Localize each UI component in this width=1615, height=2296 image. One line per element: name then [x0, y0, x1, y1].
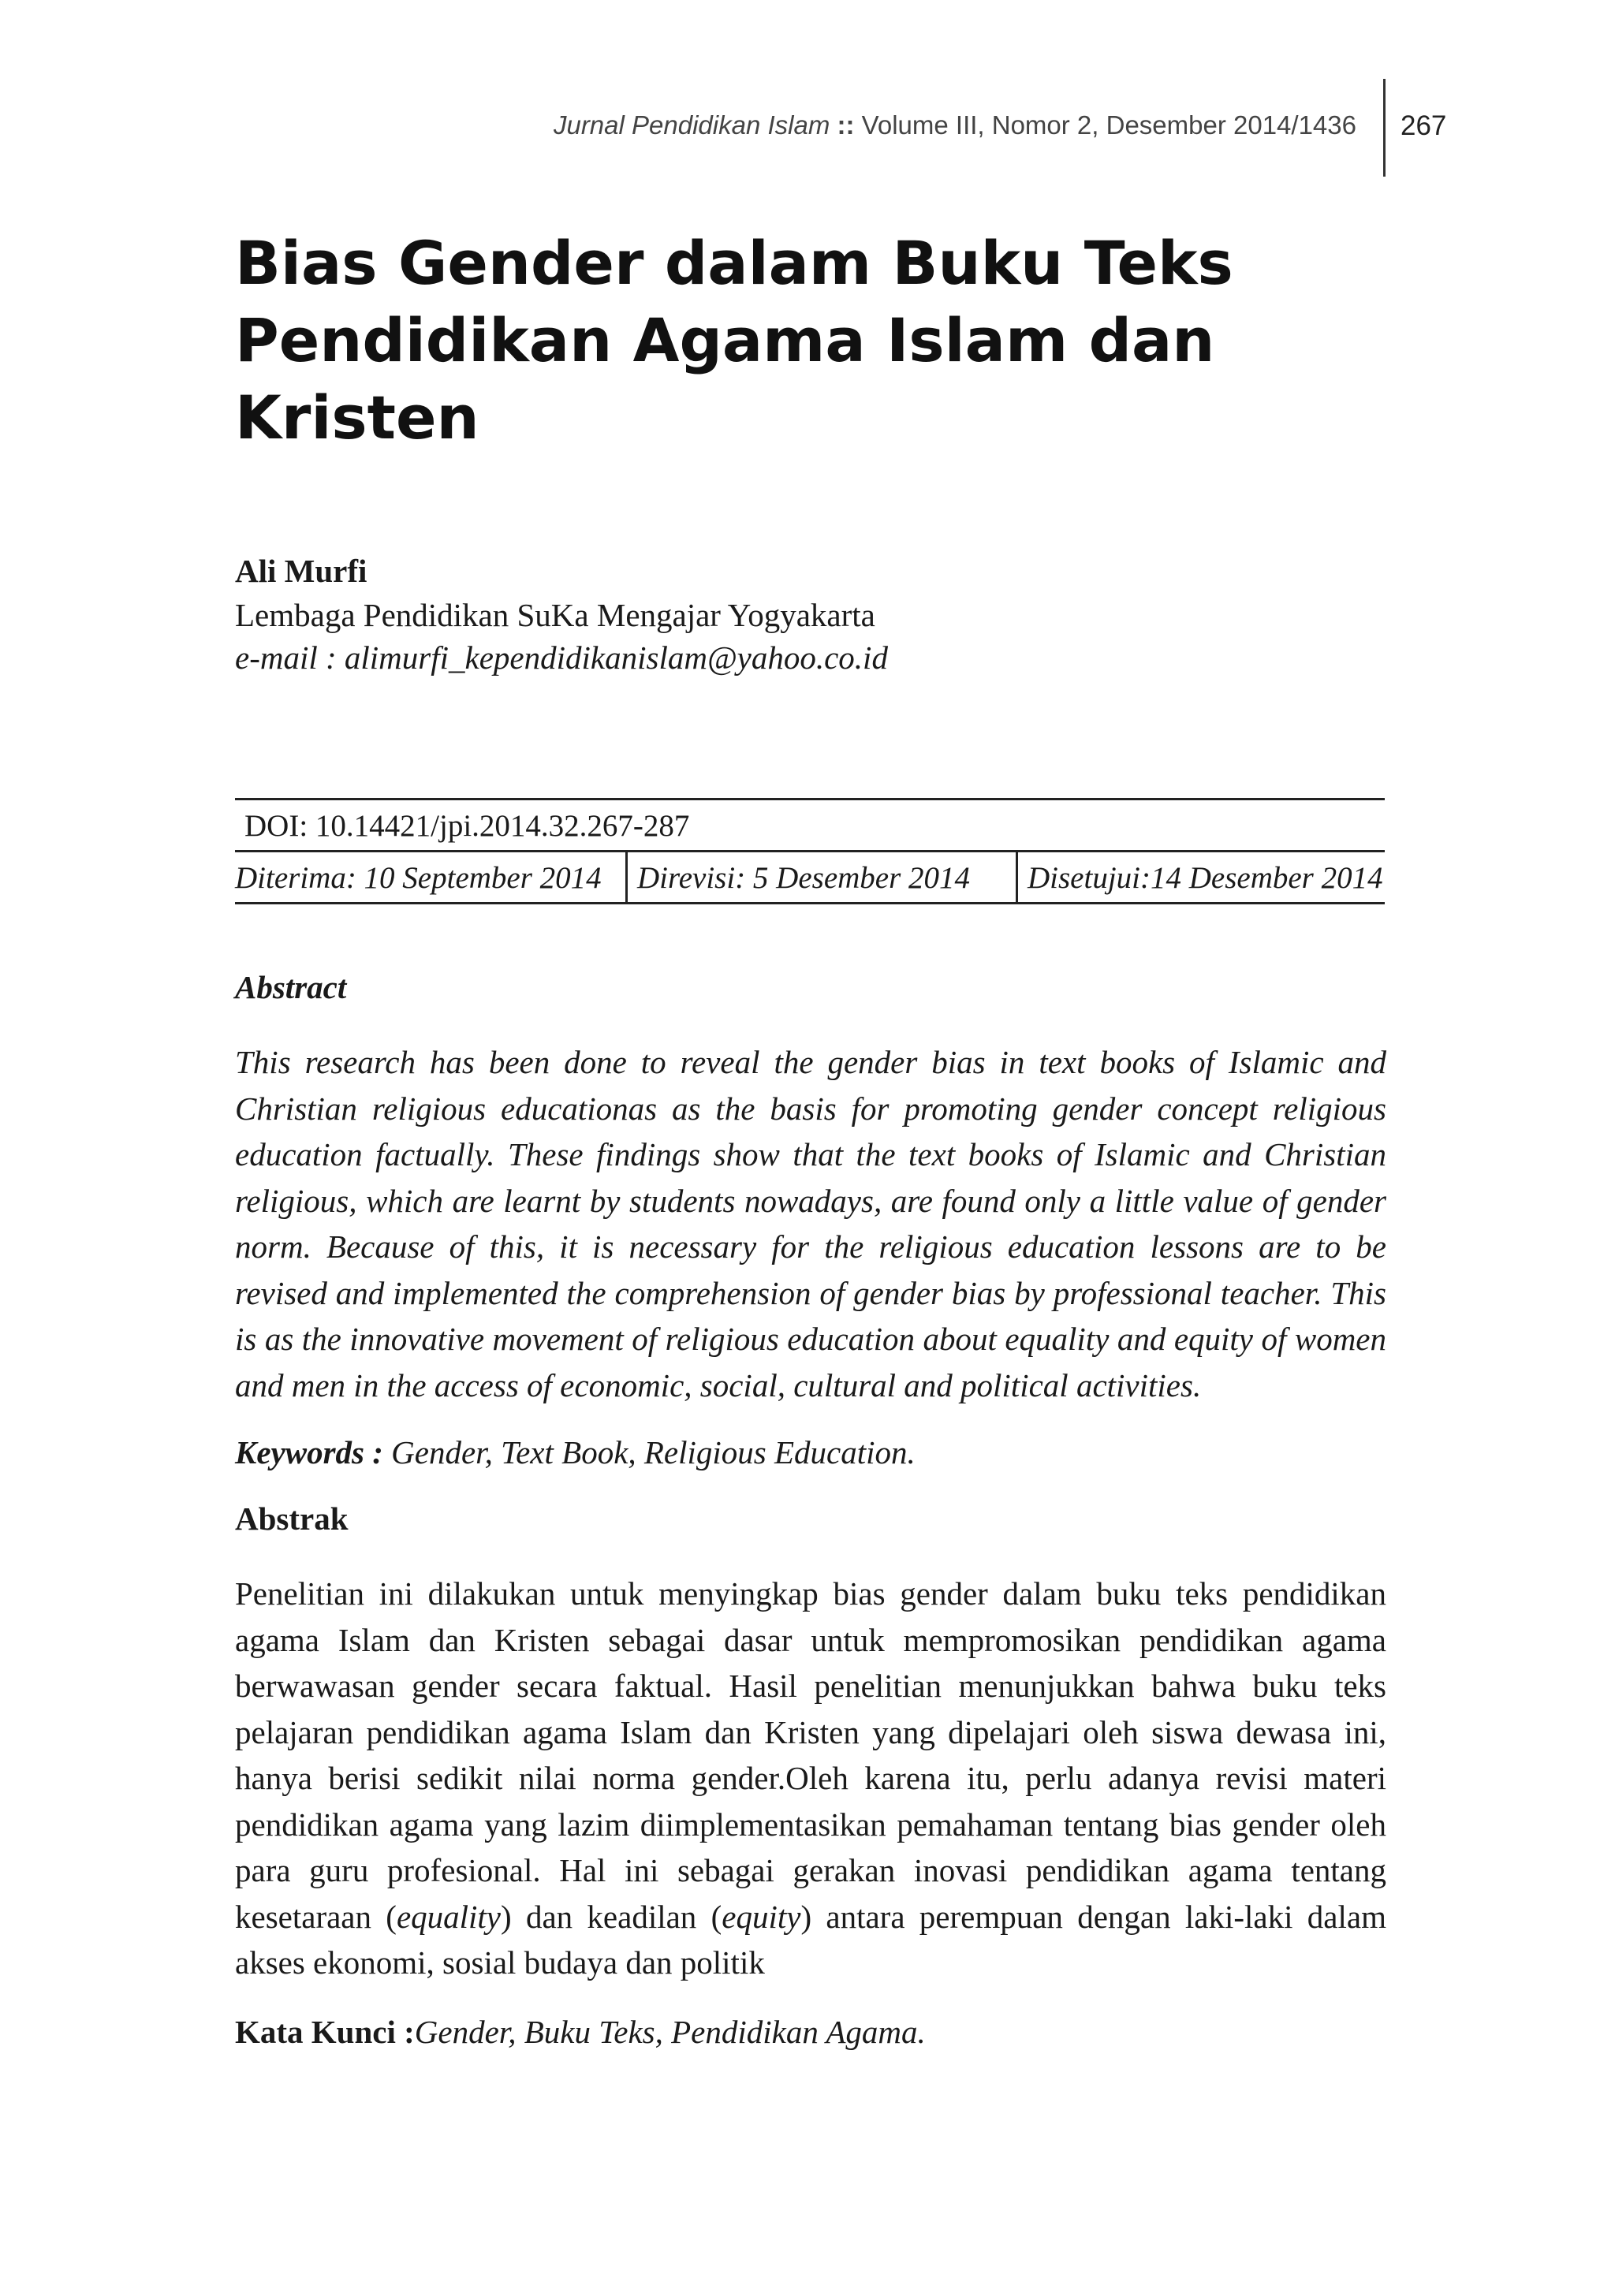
volume-info: Volume III, Nomor 2, Desember 2014/1436: [861, 110, 1356, 140]
title-line-1: Bias Gender dalam Buku Teks: [235, 228, 1233, 298]
article-body: [235, 968, 1386, 2051]
page-number: 267: [1401, 110, 1447, 141]
revised-date: Direvisi: 5 Desember 2014: [628, 852, 1018, 902]
abstract-text: This research has been done to reveal the gender bias in text books of Islamic and Christian religious educationas as the basis for promoting gender concept religious education factually. These findings show that the text books of Islamic and Christian religious, which are learnt by students nowadays, are found only a little value of gender norm. Because of this, it is necessary for the religious education lessons are to be revised and implemented the comprehension of gender bias by professional teacher. This is as the innovative movement of religious education about equality and equity of women and men in the access of economic, social, cultural and political activities.: [235, 1044, 1386, 1403]
abstract-heading: Abstract: [235, 969, 347, 1005]
article-meta-table: [235, 798, 1385, 904]
kata-kunci: [235, 2013, 1386, 2051]
title-line-2: Pendidikan Agama Islam dan Kristen: [235, 305, 1215, 453]
running-header: [554, 110, 1356, 140]
kata-kunci-label: Kata Kunci :: [235, 2013, 415, 2050]
author-name: Ali Murfi: [235, 553, 367, 589]
abstrak-term-equity: equity: [722, 1898, 801, 1935]
abstrak-text-part-3: ) antara perempuan dengan laki-laki dalam akses ekonomi, sosial budaya dan politik: [235, 1898, 1386, 1981]
abstrak-text-part-2: ) dan keadilan (: [501, 1898, 722, 1935]
header-divider: [1383, 79, 1386, 177]
doi: DOI: 10.14421/jpi.2014.32.267-287: [235, 800, 1385, 852]
article-title: [235, 225, 1386, 457]
header-separator: ::: [837, 110, 855, 140]
abstrak-term-equality: equality: [396, 1898, 502, 1935]
author-affiliation: Lembaga Pendidikan SuKa Mengajar Yogyakarta: [235, 597, 875, 633]
journal-name: Jurnal Pendidikan Islam: [553, 110, 830, 140]
abstrak-heading: Abstrak: [235, 1500, 349, 1537]
dates-row: [235, 852, 1385, 902]
keywords-label: Keywords :: [235, 1434, 383, 1470]
author-email: e-mail : alimurfi_kependidikanislam@yahoo.co.id: [235, 639, 888, 676]
abstrak-text-part-1: Penelitian ini dilakukan untuk menyingkap bias gender dalam buku teks pendidikan agama Islam dan Kristen sebagai dasar untuk mempromosikan pendidikan agama berwawasan gender secara faktual. Hasil penelitian menunjukkan bahwa buku teks pelajaran pendidikan agama Islam dan Kristen yang dipelajari oleh siswa dewasa ini, hanya berisi sedikit nilai norma gender.Oleh karena itu, perlu adanya revisi materi pendidikan agama yang lazim diimplementasikan pemahaman tentang bias gender oleh para guru profesional. Hal ini sebagai gerakan inovasi pendidikan agama tentang kesetaraan (: [235, 1575, 1386, 1935]
keywords: [235, 1433, 1386, 1471]
received-date: Diterima: 10 September 2014: [235, 852, 628, 902]
abstrak-text: [235, 1571, 1386, 1986]
kata-kunci-list: Gender, Buku Teks, Pendidikan Agama.: [414, 2013, 926, 2050]
keywords-list: Gender, Text Book, Religious Education.: [382, 1434, 916, 1470]
approved-date: Disetujui:14 Desember 2014: [1028, 861, 1383, 895]
author-block: [235, 552, 1386, 676]
